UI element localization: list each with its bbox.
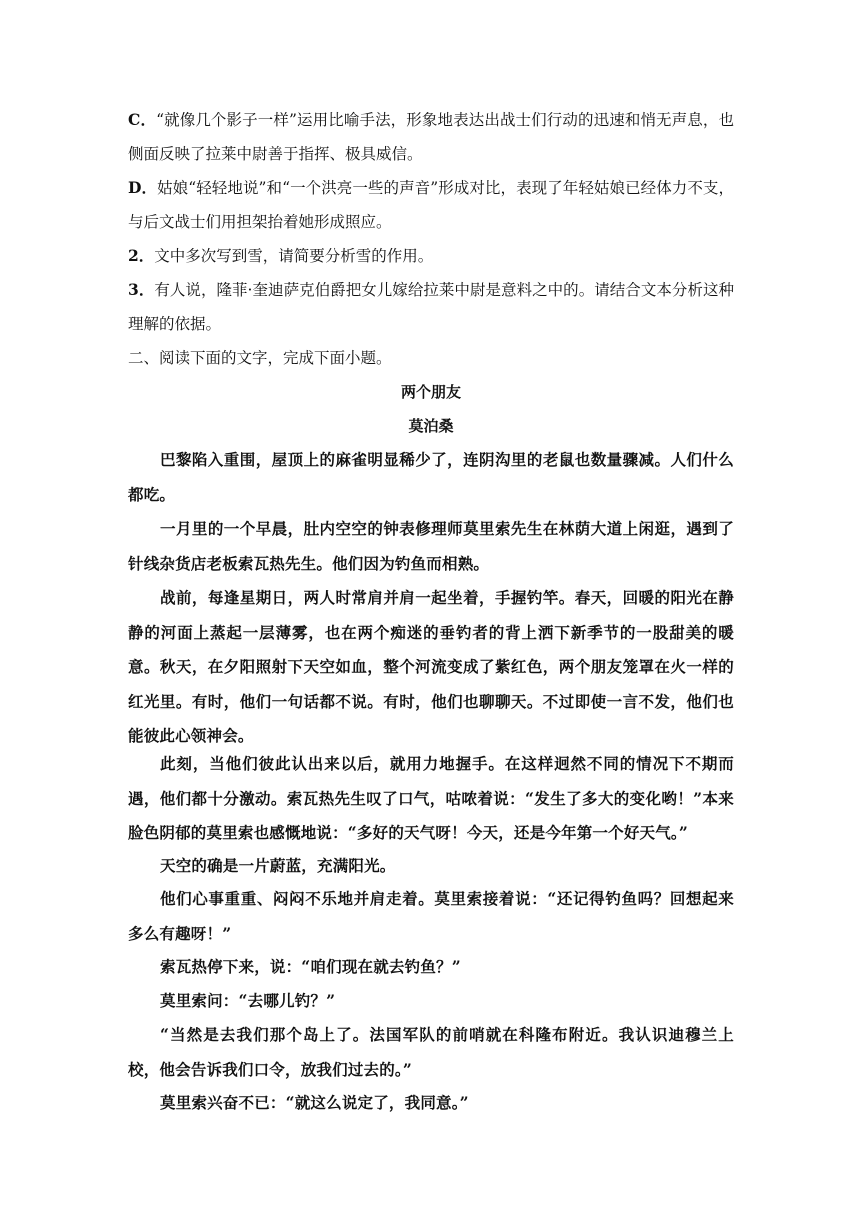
article-paragraph: 此刻，当他们彼此认出来以后，就用力地握手。在这样迥然不同的情况下不期而遇，他们都十分激动。索瓦热先生叹了口气，咕哝着说：“发生了多大的变化哟！”本来脸色阴郁的莫里索也感慨地说：“多好的天气呀！今天，还是今年第一个好天气。” (128, 754, 734, 842)
option-d-label: D． (128, 178, 158, 197)
article-paragraph: 一月里的一个早晨，肚内空空的钟表修理师莫里索先生在林荫大道上闲逛，遇到了针线杂货店老板索瓦热先生。他们因为钓鱼而相熟。 (128, 519, 734, 573)
article-paragraph: “当然是去我们那个岛上了。法国军队的前哨就在科隆布附近。我认识迪穆兰上校，他会告诉我们口令，放我们过去的。” (128, 1025, 734, 1079)
section-heading: 二、阅读下面的文字，完成下面小题。 (128, 349, 392, 367)
article-paragraph: 索瓦热停下来，说：“咱们现在就去钓鱼？” (160, 957, 461, 976)
article-paragraph: 莫里索兴奋不已：“就这么说定了，我同意。” (160, 1093, 469, 1112)
article-paragraph: 巴黎陷入重围，屋顶上的麻雀明显稀少了，连阴沟里的老鼠也数量骤减。人们什么都吃。 (128, 450, 734, 504)
question-3 (128, 273, 734, 341)
question-3-text: 有人说，隆菲·奎迪萨克伯爵把女儿嫁给拉莱中尉是意料之中的。请结合文本分析这种理解的依据。 (128, 281, 734, 333)
article-author: 莫泊桑 (408, 417, 454, 435)
question-2-label: 2． (128, 246, 155, 265)
option-c (128, 103, 734, 171)
article-paragraph: 战前，每逢星期日，两人时常肩并肩一起坐着，手握钓竿。春天，回暖的阳光在静静的河面上蒸起一层薄雾，也在两个痴迷的垂钓者的背上洒下新季节的一股甜美的暖意。秋天，在夕阳照射下天空如血，整个河流变成了紫红色，两个朋友笼罩在火一样的红光里。有时，他们一句话都不说。有时，他们也聊聊天。不过即使一言不发，他们也能彼此心领神会。 (128, 588, 734, 745)
option-d (128, 171, 734, 239)
option-d-text: 姑娘“轻轻地说”和“一个洪亮一些的声音”形成对比，表现了年轻姑娘已经体力不支，与后文战士们用担架抬着她形成照应。 (128, 179, 734, 231)
question-2-text: 文中多次写到雪，请简要分析雪的作用。 (154, 247, 434, 265)
question-3-label: 3． (128, 280, 155, 299)
article-paragraph: 莫里索问：“去哪儿钓？” (160, 991, 336, 1010)
article-paragraph: 天空的确是一片蔚蓝，充满阳光。 (160, 856, 396, 875)
question-2 (128, 239, 734, 273)
option-c-text: “就像几个影子一样”运用比喻手法，形象地表达出战士们行动的迅速和悄无声息，也侧面反映了拉莱中尉善于指挥、极具威信。 (128, 111, 734, 163)
option-c-label: C． (128, 110, 157, 129)
article-paragraph: 他们心事重重、闷闷不乐地并肩走着。莫里索接着说：“还记得钓鱼吗？回想起来多么有趣呀！” (128, 889, 734, 943)
article-title: 两个朋友 (400, 383, 461, 401)
